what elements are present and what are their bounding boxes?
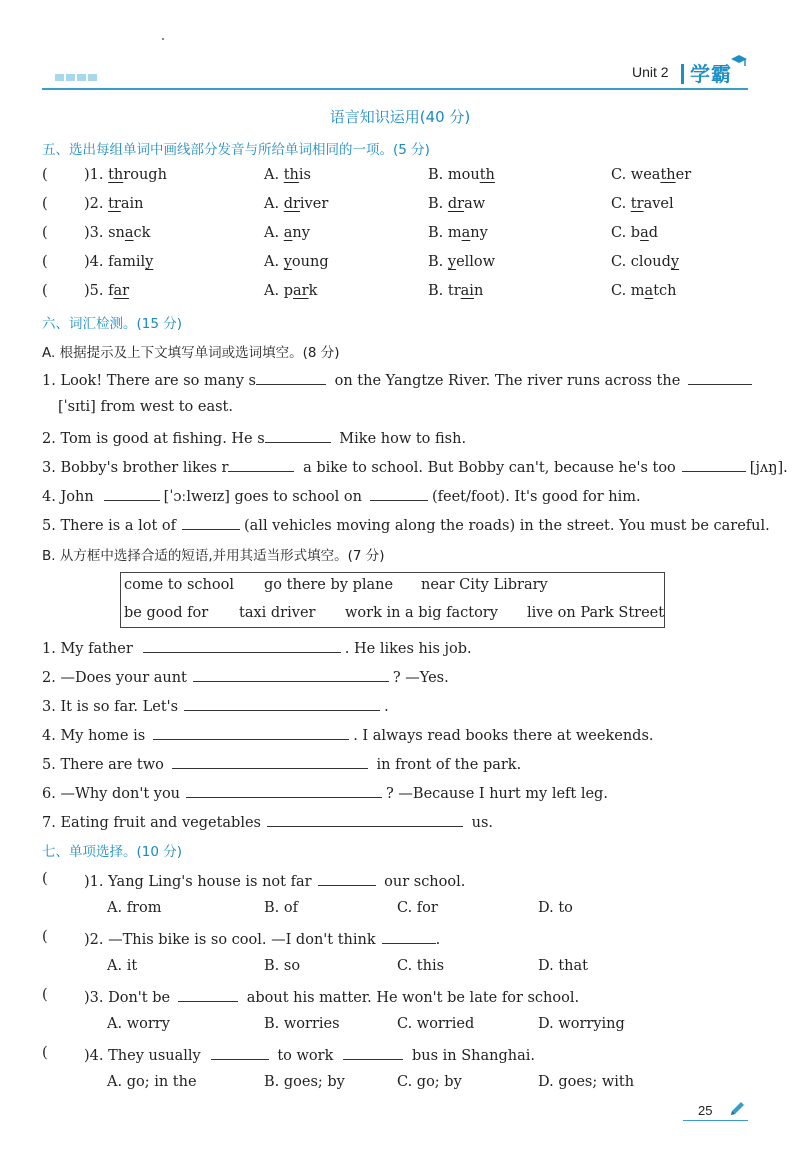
section-5-heading: 五、选出每组单词中画线部分发音与所给单词相同的一项。(5 分)	[42, 142, 430, 158]
mc-question-1	[84, 871, 465, 890]
answer-blank[interactable]	[193, 667, 389, 682]
option-d[interactable]: D. to	[538, 900, 573, 916]
given-word: )5. far	[84, 283, 130, 299]
question-text: ? —Yes.	[392, 670, 449, 686]
phrase-item: taxi driver	[239, 605, 316, 621]
answer-blank[interactable]	[265, 428, 331, 443]
footer-rule	[683, 1120, 748, 1121]
question-text: Mike how to fish.	[334, 431, 467, 447]
answer-blank[interactable]	[256, 370, 326, 385]
question-text: to work	[272, 1048, 334, 1064]
question-text: 1. Look! There are so many s	[42, 373, 256, 389]
phrase-item: work in a big factory	[345, 605, 498, 621]
given-word: )4. family	[84, 254, 154, 270]
question-text: 2. —Does your aunt	[42, 670, 187, 686]
question-text: )3. Don't be	[84, 990, 171, 1006]
question-text: ? —Because I hurt my left leg.	[386, 786, 608, 802]
question-b4	[42, 725, 654, 744]
question-b1	[42, 638, 472, 657]
option-b[interactable]: B. many	[428, 225, 488, 241]
answer-blank[interactable]	[153, 725, 349, 740]
question-text: 5. There is a lot of	[42, 518, 176, 534]
option-c[interactable]: C. worried	[397, 1016, 475, 1032]
answer-blank	[318, 871, 376, 886]
question-text: a bike to school. But Bobby can't, because he's too	[298, 460, 676, 476]
option-a[interactable]: A. from	[107, 900, 162, 916]
pencil-icon	[728, 1100, 746, 1118]
page-number: 25	[698, 1103, 713, 1118]
speck	[162, 38, 164, 40]
option-a[interactable]: A. any	[264, 225, 310, 241]
option-a[interactable]: A. young	[264, 254, 329, 270]
question-text: 7. Eating fruit and vegetables	[42, 815, 262, 831]
option-b[interactable]: B. of	[264, 900, 298, 916]
question-text: . He likes his job.	[344, 641, 472, 657]
option-c[interactable]: C. weather	[611, 167, 692, 183]
graduation-cap-icon	[730, 54, 748, 68]
answer-blank[interactable]	[370, 486, 428, 501]
question-a1-continued: [ˈsɪti] from west to east.	[58, 399, 233, 415]
answer-blank[interactable]	[182, 515, 240, 530]
option-d[interactable]: D. that	[538, 958, 588, 974]
answer-blank[interactable]	[143, 638, 341, 653]
section-6-heading: 六、词汇检测。(15 分)	[42, 316, 183, 332]
answer-blank[interactable]	[184, 696, 380, 711]
option-b[interactable]: B. so	[264, 958, 301, 974]
question-b5	[42, 754, 521, 773]
option-a[interactable]: A. driver	[264, 196, 329, 212]
option-d[interactable]: D. worrying	[538, 1016, 625, 1032]
question-text: . I always read books there at weekends.	[353, 728, 654, 744]
answer-blank[interactable]	[104, 486, 160, 501]
option-b[interactable]: B. mouth	[428, 167, 495, 183]
question-b7	[42, 812, 493, 831]
question-text: 1. My father	[42, 641, 133, 657]
option-b[interactable]: B. yellow	[428, 254, 496, 270]
phrase-item: near City Library	[421, 577, 548, 593]
mc-question-3	[84, 987, 579, 1006]
option-a[interactable]: A. park	[264, 283, 318, 299]
question-text: )4. They usually	[84, 1048, 201, 1064]
answer-paren[interactable]: (	[42, 1045, 48, 1061]
option-c[interactable]: C. go; by	[397, 1074, 462, 1090]
part-a-instruction: A. 根据提示及上下文填写单词或选词填空。(8 分)	[42, 345, 340, 361]
option-c[interactable]: C. cloudy	[611, 254, 680, 270]
answer-paren[interactable]: (	[42, 871, 48, 887]
question-text: (feet/foot). It's good for him.	[431, 489, 641, 505]
answer-paren[interactable]: (	[42, 225, 48, 241]
given-word: )3. snack	[84, 225, 151, 241]
answer-paren[interactable]: (	[42, 167, 48, 183]
answer-paren[interactable]: (	[42, 254, 48, 270]
question-text: us.	[467, 815, 494, 831]
question-text: 5. There are two	[42, 757, 164, 773]
answer-paren[interactable]: (	[42, 987, 48, 1003]
option-b[interactable]: B. train	[428, 283, 484, 299]
option-a[interactable]: A. worry	[107, 1016, 170, 1032]
header-rule	[42, 88, 748, 90]
answer-blank	[211, 1045, 269, 1060]
question-text: (all vehicles moving along the roads) in the street. You must be careful.	[244, 518, 770, 534]
option-a[interactable]: A. this	[264, 167, 311, 183]
answer-paren[interactable]: (	[42, 283, 48, 299]
brand-logo: 学霸	[690, 62, 732, 86]
question-b2	[42, 667, 449, 686]
given-word: )2. train	[84, 196, 144, 212]
question-b3	[42, 696, 389, 715]
option-b[interactable]: B. goes; by	[264, 1074, 345, 1090]
mc-question-4	[84, 1045, 535, 1064]
phonetic-hint: [ˈɔːlweɪz] goes to school on	[163, 489, 362, 505]
question-text: 2. Tom is good at fishing. He s	[42, 431, 265, 447]
option-a[interactable]: A. go; in the	[107, 1074, 197, 1090]
answer-blank[interactable]	[172, 754, 368, 769]
phrase-item: go there by plane	[264, 577, 394, 593]
question-text: on the Yangtze River. The river runs across the	[330, 373, 681, 389]
question-a2	[42, 428, 466, 447]
option-c[interactable]: C. for	[397, 900, 438, 916]
question-text: .	[384, 699, 389, 715]
option-c[interactable]: C. travel	[611, 196, 674, 212]
answer-paren[interactable]: (	[42, 929, 48, 945]
question-b6	[42, 783, 608, 802]
part-b-instruction: B. 从方框中选择合适的短语,并用其适当形式填空。(7 分)	[42, 548, 385, 564]
option-c[interactable]: C. match	[611, 283, 677, 299]
given-word: )1. through	[84, 167, 167, 183]
question-text: our school.	[379, 874, 466, 890]
phrase-item: come to school	[124, 577, 234, 593]
question-text: 3. Bobby's brother likes r	[42, 460, 229, 476]
phrase-item: live on Park Street	[527, 605, 665, 621]
question-a4	[42, 486, 641, 505]
question-text: 4. My home is	[42, 728, 146, 744]
unit-divider	[681, 64, 684, 84]
option-a[interactable]: A. it	[107, 958, 138, 974]
question-text: about his matter. He won't be late for school.	[242, 990, 580, 1006]
answer-blank[interactable]	[267, 812, 463, 827]
header-decoration	[55, 74, 97, 81]
answer-blank[interactable]	[228, 457, 294, 472]
option-c[interactable]: C. bad	[611, 225, 659, 241]
section-7-heading: 七、单项选择。(10 分)	[42, 844, 183, 860]
mc-question-2	[84, 929, 440, 948]
answer-blank[interactable]	[682, 457, 746, 472]
unit-label: Unit 2	[632, 64, 669, 80]
answer-blank	[178, 987, 238, 1002]
phrase-item: be good for	[124, 605, 209, 621]
question-text: bus in Shanghai.	[407, 1048, 536, 1064]
question-a1	[42, 370, 756, 389]
option-b[interactable]: B. draw	[428, 196, 486, 212]
question-a5	[42, 515, 770, 534]
option-b[interactable]: B. worries	[264, 1016, 340, 1032]
question-text: .	[435, 932, 441, 948]
option-d[interactable]: D. goes; with	[538, 1074, 635, 1090]
answer-blank	[343, 1045, 403, 1060]
answer-paren[interactable]: (	[42, 196, 48, 212]
answer-blank	[382, 929, 436, 944]
question-text: )2. —This bike is so cool. —I don't think	[84, 932, 376, 948]
question-a3	[42, 457, 788, 476]
question-text: )1. Yang Ling's house is not far	[84, 874, 312, 890]
phrase-box	[120, 572, 665, 628]
answer-blank[interactable]	[688, 370, 752, 385]
question-text: 6. —Why don't you	[42, 786, 181, 802]
question-text: in front of the park.	[371, 757, 522, 773]
page-title: 语言知识运用(40 分)	[329, 108, 471, 126]
question-text: 4. John	[42, 489, 94, 505]
answer-blank[interactable]	[186, 783, 382, 798]
question-text: 3. It is so far. Let's	[42, 699, 179, 715]
option-c[interactable]: C. this	[397, 958, 445, 974]
phonetic-hint: [jʌŋ].	[749, 460, 788, 476]
